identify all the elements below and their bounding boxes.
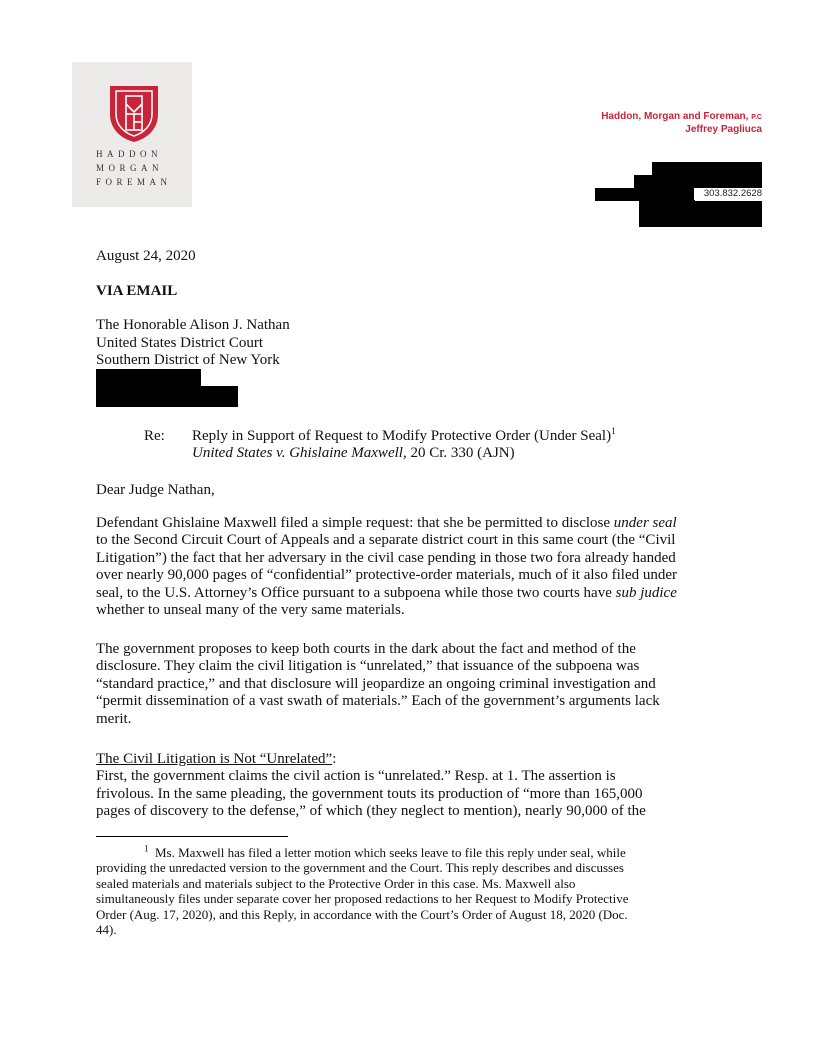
case-number: , 20 Cr. 330 (AJN)	[402, 445, 515, 461]
text-line: over nearly 90,000 pages of “confidential” protective-order materials, much of it also filed under	[96, 567, 678, 584]
text-line: providing the unredacted version to the government and the Court. This reply describes and discusses	[96, 860, 624, 876]
text-line: whether to unseal many of the very same materials.	[96, 602, 405, 619]
attorney-name: Jeffrey Pagliuca	[685, 124, 762, 135]
addressee-district: Southern District of New York	[96, 352, 280, 368]
firm-suffix: P.C	[751, 114, 762, 121]
text-span: Defendant Ghislaine Maxwell filed a simple request: that she be permitted to disclose	[96, 515, 614, 531]
firm-name: Haddon, Morgan and Foreman,	[601, 111, 749, 122]
re-label: Re:	[144, 428, 165, 444]
text-span: seal, to the U.S. Attorney’s Office pursuant to a subpoena while those two courts have	[96, 584, 616, 601]
redaction-block	[96, 369, 201, 386]
section-heading-colon: :	[332, 751, 337, 767]
re-subject	[192, 428, 616, 445]
text-line: frivolous. In the same pleading, the government touts its production of “more than 165,000	[96, 785, 643, 802]
re-subject-text: Reply in Support of Request to Modify Protective Order (Under Seal)	[192, 428, 612, 444]
text-line: “standard practice,” and that disclosure will jeopardize an ongoing criminal investigation and	[96, 675, 656, 692]
addressee-name: The Honorable Alison J. Nathan	[96, 317, 290, 333]
footnote	[96, 845, 716, 937]
section-heading-text: The Civil Litigation is Not “Unrelated”	[96, 751, 333, 767]
case-caption	[192, 445, 515, 462]
text-line	[96, 515, 718, 532]
redaction-block	[595, 188, 695, 201]
logo-word: HADDON	[96, 149, 162, 159]
case-title: United States v. Ghislaine Maxwell	[192, 445, 403, 461]
paragraph-1	[96, 515, 718, 619]
redaction-block	[652, 162, 762, 175]
emphasis-text: under seal	[613, 515, 677, 531]
redaction-block	[634, 175, 762, 188]
logo-wordmark	[96, 147, 196, 189]
firm-contact	[601, 111, 762, 136]
section-unrelated	[96, 751, 718, 821]
text-line: 44).	[96, 922, 117, 938]
redaction-block	[96, 386, 238, 407]
text-line: sealed materials and materials subject to the Protective Order in this case. Ms. Maxwell also	[96, 875, 576, 891]
delivery-method: VIA EMAIL	[96, 283, 178, 299]
firm-logo	[72, 62, 192, 207]
text-line: simultaneously files under separate cover her proposed redactions to her Request to Modify Protective	[96, 891, 629, 907]
addressee-court: United States District Court	[96, 335, 264, 351]
footnote-divider	[96, 836, 288, 837]
section-heading	[96, 751, 718, 768]
footnote-ref: 1	[611, 426, 616, 436]
phone-number: 303.832.2628	[694, 188, 762, 200]
text-line	[96, 845, 716, 860]
paragraph-2	[96, 641, 718, 728]
text-line: merit.	[96, 710, 132, 727]
text-line: disclosure. They claim the civil litigation is “unrelated,” that issuance of the subpoena was	[96, 658, 640, 675]
salutation: Dear Judge Nathan,	[96, 482, 215, 498]
text-line: to the Second Circuit Court of Appeals and a separate district court in this same court (the “Civil	[96, 532, 676, 549]
letter-date: August 24, 2020	[96, 248, 196, 264]
footnote-number: 1	[144, 843, 149, 854]
text-line: First, the government claims the civil action is “unrelated.” Resp. at 1. The assertion is	[96, 768, 616, 785]
text-span: Ms. Maxwell has filed a letter motion which seeks leave to file this reply under seal, while	[155, 845, 626, 860]
text-line: Litigation”) the fact that her adversary in the civil case pending in those two fora already handed	[96, 549, 676, 566]
emphasis-text: sub judice	[615, 584, 677, 601]
shield-emblem-icon	[108, 84, 160, 144]
text-line: “permit dissemination of a vast swath of materials.” Each of the government’s arguments lack	[96, 693, 660, 710]
logo-word: MORGAN	[96, 163, 164, 173]
text-line: Order (Aug. 17, 2020), and this Reply, in accordance with the Court’s Order of August 18, 2020 (Doc.	[96, 906, 628, 922]
logo-word: FOREMAN	[96, 177, 172, 187]
redaction-block	[639, 201, 762, 213]
redaction-block	[639, 213, 762, 227]
text-line: The government proposes to keep both courts in the dark about the fact and method of the	[96, 641, 636, 657]
text-line	[96, 585, 718, 602]
text-line: pages of discovery to the defense,” of which (they neglect to mention), nearly 90,000 of the	[96, 803, 646, 820]
